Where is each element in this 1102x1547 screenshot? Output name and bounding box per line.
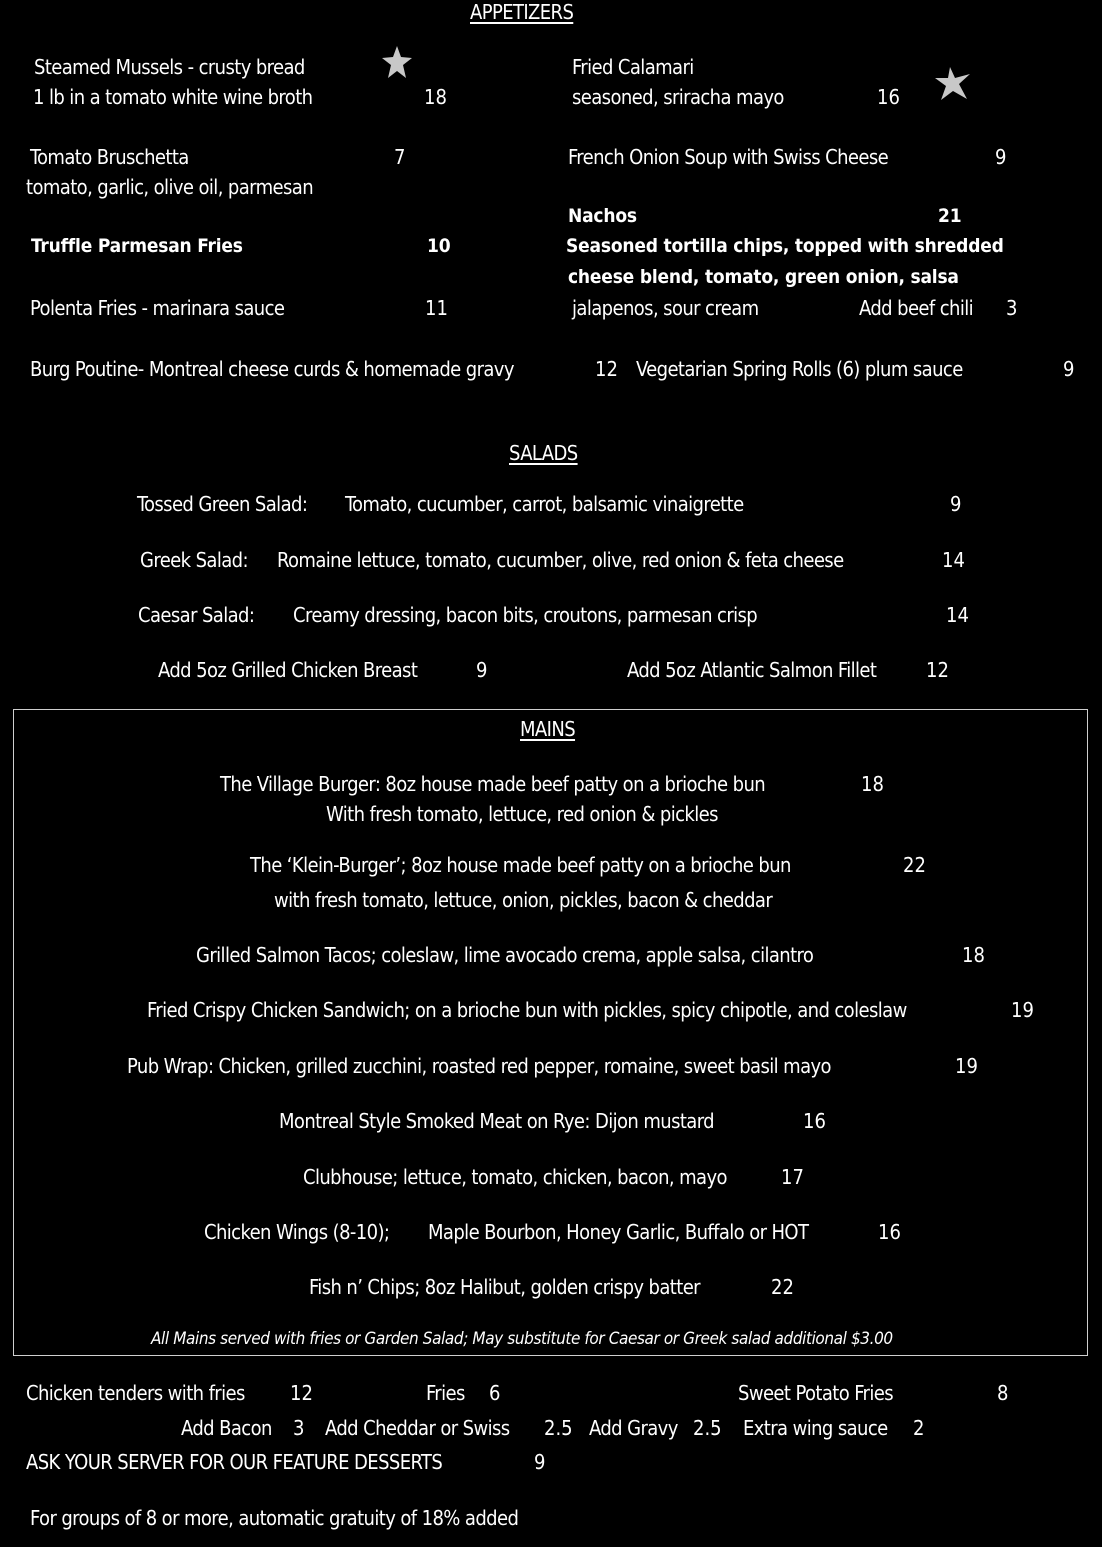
greek-salad-desc: Romaine lettuce, tomato, cucumber, olive, red onion & feta cheese bbox=[277, 548, 844, 572]
chicken-wings-name: Chicken Wings (8-10); bbox=[204, 1220, 390, 1244]
add-bacon: Add Bacon bbox=[181, 1416, 272, 1440]
star-icon bbox=[381, 45, 413, 79]
smoked-meat: Montreal Style Smoked Meat on Rye: Dijon mustard bbox=[279, 1109, 714, 1133]
nachos-price: 21 bbox=[938, 205, 962, 227]
village-burger-line-1: The Village Burger: 8oz house made beef patty on a brioche bun bbox=[220, 772, 766, 796]
add-cheese: Add Cheddar or Swiss bbox=[325, 1416, 510, 1440]
soup-price: 9 bbox=[995, 145, 1007, 169]
fries: Fries bbox=[426, 1381, 465, 1405]
bruschetta-desc: tomato, garlic, olive oil, parmesan bbox=[26, 175, 314, 199]
klein-burger-line-1: The ‘Klein-Burger’; 8oz house made beef patty on a brioche bun bbox=[250, 853, 791, 877]
soup-name: French Onion Soup with Swiss Cheese bbox=[568, 145, 889, 169]
salads-heading: SALADS bbox=[509, 441, 578, 465]
polenta-fries-name: Polenta Fries - marinara sauce bbox=[30, 296, 285, 320]
caesar-salad-name: Caesar Salad: bbox=[138, 603, 255, 627]
gratuity-notice: For groups of 8 or more, automatic gratuity of 18% added bbox=[30, 1506, 519, 1530]
fish-n-chips: Fish n’ Chips; 8oz Halibut, golden crispy batter bbox=[309, 1275, 700, 1299]
mussels-price: 18 bbox=[424, 85, 447, 109]
fries-price: 6 bbox=[489, 1381, 501, 1405]
sweet-potato-fries: Sweet Potato Fries bbox=[738, 1381, 893, 1405]
star-icon bbox=[934, 66, 972, 102]
calamari-name: Fried Calamari bbox=[572, 55, 694, 79]
chicken-tenders: Chicken tenders with fries bbox=[26, 1381, 245, 1405]
tossed-salad-desc: Tomato, cucumber, carrot, balsamic vinaigrette bbox=[345, 492, 744, 516]
mains-note: All Mains served with fries or Garden Salad; May substitute for Caesar or Greek salad additional $3.00 bbox=[151, 1329, 893, 1349]
mussels-desc: 1 lb in a tomato white wine broth bbox=[33, 85, 313, 109]
salmon-tacos: Grilled Salmon Tacos; coleslaw, lime avocado crema, apple salsa, cilantro bbox=[196, 943, 814, 967]
village-burger-price: 18 bbox=[861, 772, 884, 796]
tossed-salad-name: Tossed Green Salad: bbox=[137, 492, 308, 516]
clubhouse: Clubhouse; lettuce, tomato, chicken, bacon, mayo bbox=[303, 1165, 727, 1189]
chicken-sandwich-price: 19 bbox=[1011, 998, 1034, 1022]
smoked-meat-price: 16 bbox=[803, 1109, 826, 1133]
add-bacon-price: 3 bbox=[293, 1416, 305, 1440]
tossed-salad-price: 9 bbox=[950, 492, 962, 516]
salmon-addon: Add 5oz Atlantic Salmon Fillet bbox=[627, 658, 877, 682]
extra-wing-sauce-price: 2 bbox=[913, 1416, 925, 1440]
pub-wrap-price: 19 bbox=[955, 1054, 978, 1078]
nachos-name: Nachos bbox=[568, 205, 637, 227]
klein-burger-line-2: with fresh tomato, lettuce, onion, pickles, bacon & cheddar bbox=[274, 888, 773, 912]
truffle-fries-price: 10 bbox=[427, 235, 451, 257]
bruschetta-name: Tomato Bruschetta bbox=[30, 145, 189, 169]
desserts-price: 9 bbox=[534, 1450, 546, 1474]
mains-heading: MAINS bbox=[520, 717, 576, 741]
greek-salad-price: 14 bbox=[942, 548, 965, 572]
fish-n-chips-price: 22 bbox=[771, 1275, 794, 1299]
nachos-addon: Add beef chili bbox=[859, 296, 974, 320]
village-burger-line-2: With fresh tomato, lettuce, red onion & pickles bbox=[326, 802, 718, 826]
pub-wrap: Pub Wrap: Chicken, grilled zucchini, roasted red pepper, romaine, sweet basil mayo bbox=[127, 1054, 831, 1078]
mussels-name: Steamed Mussels - crusty bread bbox=[34, 55, 305, 79]
chicken-sandwich: Fried Crispy Chicken Sandwich; on a brioche bun with pickles, spicy chipotle, and coleslaw bbox=[147, 998, 907, 1022]
chicken-addon: Add 5oz Grilled Chicken Breast bbox=[158, 658, 418, 682]
chicken-wings-price: 16 bbox=[878, 1220, 901, 1244]
truffle-fries-name: Truffle Parmesan Fries bbox=[31, 235, 243, 257]
add-cheese-price: 2.5 bbox=[544, 1416, 573, 1440]
calamari-desc: seasoned, sriracha mayo bbox=[572, 85, 784, 109]
chicken-wings-desc: Maple Bourbon, Honey Garlic, Buffalo or HOT bbox=[428, 1220, 809, 1244]
greek-salad-name: Greek Salad: bbox=[140, 548, 248, 572]
desserts-notice: ASK YOUR SERVER FOR OUR FEATURE DESSERTS bbox=[26, 1450, 443, 1474]
caesar-salad-desc: Creamy dressing, bacon bits, croutons, parmesan crisp bbox=[293, 603, 758, 627]
nachos-desc-2: cheese blend, tomato, green onion, salsa bbox=[568, 266, 959, 288]
spring-rolls-name: Vegetarian Spring Rolls (6) plum sauce bbox=[636, 357, 963, 381]
extra-wing-sauce: Extra wing sauce bbox=[743, 1416, 888, 1440]
nachos-desc-1: Seasoned tortilla chips, topped with shredded bbox=[566, 235, 1004, 257]
chicken-addon-price: 9 bbox=[476, 658, 488, 682]
polenta-fries-price: 11 bbox=[425, 296, 448, 320]
chicken-tenders-price: 12 bbox=[290, 1381, 313, 1405]
nachos-desc-3: jalapenos, sour cream bbox=[572, 296, 759, 320]
poutine-name: Burg Poutine- Montreal cheese curds & homemade gravy bbox=[30, 357, 514, 381]
calamari-price: 16 bbox=[877, 85, 900, 109]
caesar-salad-price: 14 bbox=[946, 603, 969, 627]
salmon-tacos-price: 18 bbox=[962, 943, 985, 967]
add-gravy-price: 2.5 bbox=[693, 1416, 722, 1440]
add-gravy: Add Gravy bbox=[589, 1416, 678, 1440]
salmon-addon-price: 12 bbox=[926, 658, 949, 682]
klein-burger-price: 22 bbox=[903, 853, 926, 877]
appetizers-heading: APPETIZERS bbox=[470, 0, 574, 24]
nachos-addon-price: 3 bbox=[1006, 296, 1018, 320]
poutine-price: 12 bbox=[595, 357, 618, 381]
bruschetta-price: 7 bbox=[394, 145, 406, 169]
spring-rolls-price: 9 bbox=[1063, 357, 1075, 381]
sweet-potato-fries-price: 8 bbox=[997, 1381, 1009, 1405]
clubhouse-price: 17 bbox=[781, 1165, 804, 1189]
